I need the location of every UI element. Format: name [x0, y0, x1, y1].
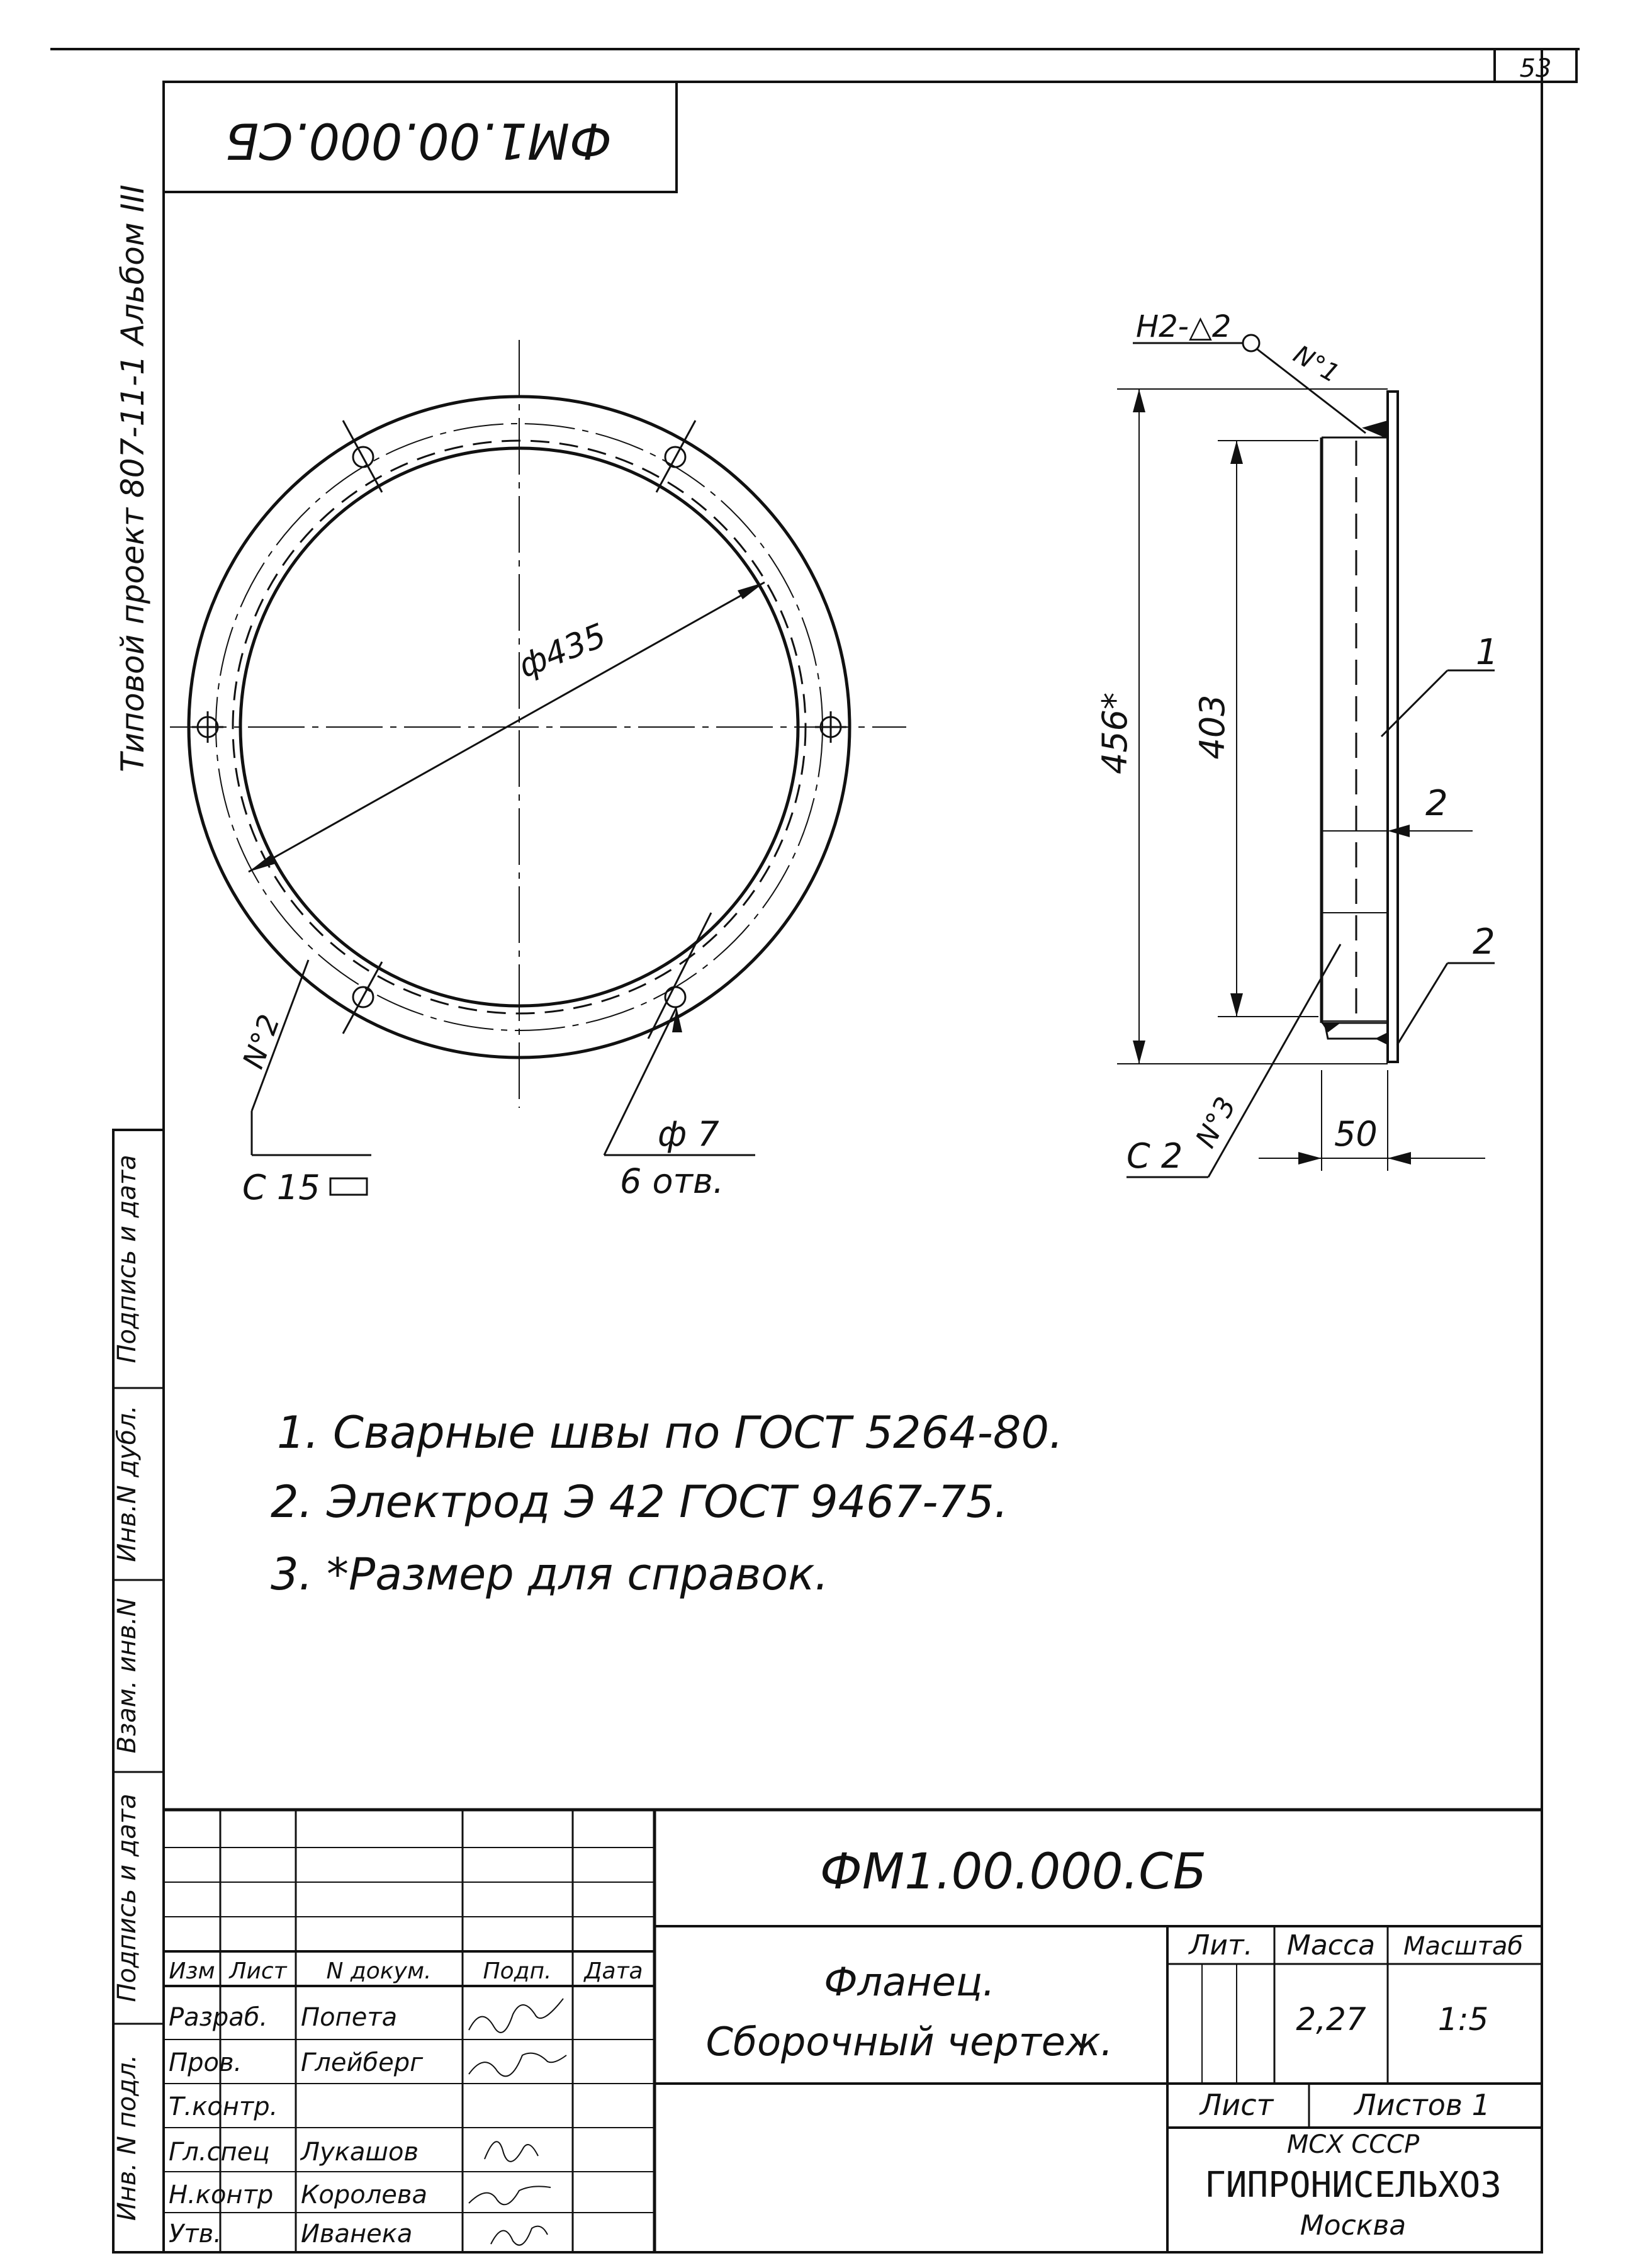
lit-label: Лит. [1189, 1929, 1253, 1961]
mass-label: Масса [1286, 1929, 1376, 1961]
diameter-label: ф435 [513, 616, 612, 685]
col-header-sign: Подп. [483, 1958, 552, 1984]
dim-inner-label: 403 [1193, 694, 1232, 760]
note-3: 3. *Размер для справок. [271, 1549, 829, 1600]
mirrored-code-text: ФМ1.00.000.СБ [225, 111, 612, 169]
side-stamp [113, 1130, 164, 2252]
weld-type-left: С 15 [242, 1168, 320, 1207]
role-label: Гл.спец [169, 2138, 270, 2167]
part-1-label: 1 [1476, 632, 1498, 673]
album-label: Типовой проект 807-11-1 Альбом III [115, 184, 151, 772]
weld-callout-bottom: N°3 [1189, 1092, 1243, 1153]
dim-outer-label: 456* [1095, 692, 1135, 775]
page-number: 53 [1519, 54, 1552, 83]
part-2a-label: 2 [1425, 783, 1448, 824]
flange-section-view [1117, 389, 1485, 1171]
note-1: 1. Сварные швы по ГОСТ 5264-80. [277, 1407, 1064, 1458]
part-2b-label: 2 [1473, 922, 1495, 962]
role-label: Разраб. [169, 2003, 268, 2032]
scale-label: Масштаб [1403, 1932, 1524, 1961]
org-ministry: МСХ СССР [1286, 2130, 1420, 2159]
role-label: Пров. [169, 2048, 242, 2077]
role-name: Иванека [301, 2220, 413, 2248]
side-field-2: Инв.N дубл. [113, 1405, 142, 1562]
col-header-date: Дата [584, 1958, 643, 1984]
role-label: Н.контр [169, 2181, 274, 2209]
technical-notes [271, 1407, 1063, 1600]
weld-type-bottom: С 2 [1127, 1136, 1183, 1176]
hole-size: ф 7 [658, 1114, 719, 1154]
col-header-doc: N докум. [326, 1958, 432, 1984]
flange-plan-view [170, 340, 906, 1108]
sheets-label: Листов 1 [1354, 2088, 1490, 2122]
section-leaders [1127, 335, 1495, 1177]
weld-callout-top-number: N°1 [1288, 339, 1344, 389]
col-header-izm: Изм [169, 1958, 215, 1984]
weld-callout-left-label: N°2 [235, 1010, 287, 1073]
mass-value: 2,27 [1296, 2001, 1366, 2038]
role-label: Утв. [169, 2220, 222, 2248]
role-name: Королева [301, 2181, 427, 2209]
side-field-5: Инв. N подл. [113, 2054, 142, 2221]
mirrored-code-box [164, 82, 677, 192]
title-line1: Фланец. [824, 1959, 995, 2005]
dim-width-label: 50 [1334, 1114, 1378, 1154]
hole-count: 6 отв. [620, 1161, 724, 1201]
side-field-4: Подпись и дата [113, 1793, 142, 2002]
title-line2: Сборочный чертеж. [705, 2019, 1113, 2065]
note-2: 2. Электрод Э 42 ГОСТ 9467-75. [271, 1476, 1008, 1528]
side-field-3: Взам. инв.N [113, 1598, 142, 1754]
side-field-1: Подпись и дата [113, 1154, 142, 1363]
title-block-meta [1188, 1929, 1523, 2242]
col-header-list: Лист [229, 1958, 287, 1984]
role-name: Глейберг [301, 2048, 424, 2077]
role-name: Попета [301, 2003, 398, 2032]
scale-value: 1:5 [1437, 2001, 1489, 2038]
org-city: Москва [1300, 2209, 1407, 2242]
title-code: ФМ1.00.000.СБ [819, 1844, 1207, 1900]
org-name: ГИПРОНИСЕЛЬХОЗ [1204, 2165, 1502, 2206]
role-name: Лукашов [301, 2138, 419, 2167]
weld-type-left-symbol [330, 1178, 367, 1195]
signatures [469, 1999, 566, 2245]
sheet-label: Лист [1200, 2088, 1274, 2122]
role-label: Т.контр. [169, 2092, 278, 2121]
weld-callout-top: Н2-△2 [1136, 309, 1232, 344]
